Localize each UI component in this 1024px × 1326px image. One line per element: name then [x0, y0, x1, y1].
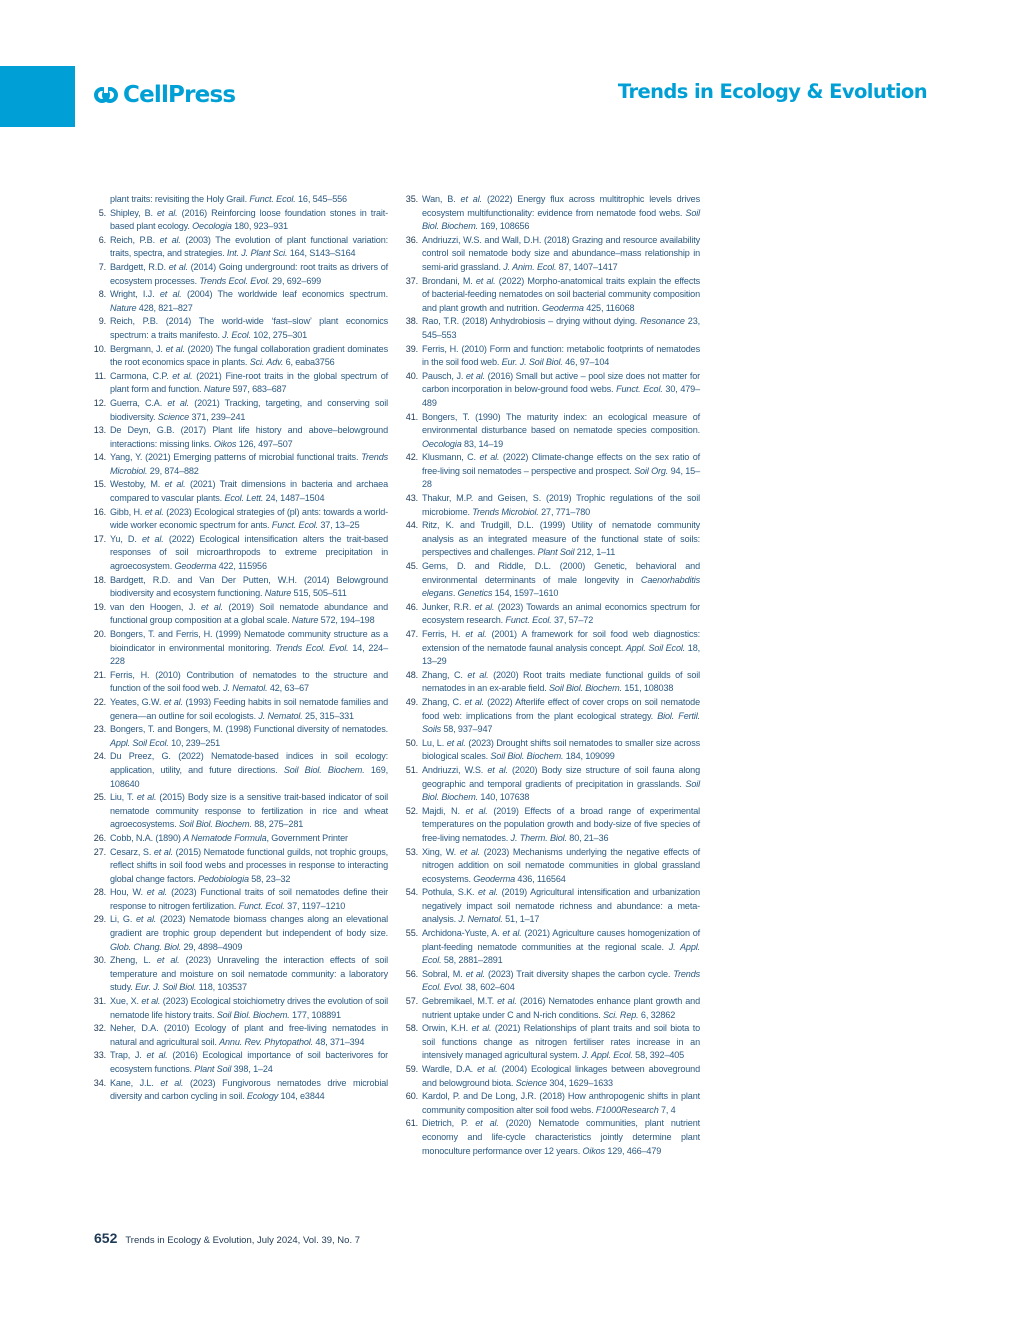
reference-text[interactable]: Reich, P.B. et al. (2003) The evolution of plant functional variation: traits, spectra, and strategies. Int. J. Plant Sci. 164, S143–S164: [110, 234, 388, 259]
reference-item: [405, 370, 700, 411]
reference-text[interactable]: Zhang, C. et al. (2022) Afterlife effect of cover crops on soil nematode food web: implications from the plant ecological strategy. Biol. Fertil. Soils 58, 937–947: [422, 696, 700, 735]
reference-text[interactable]: Yu, D. et al. (2022) Ecological intensification alters the trait-based responses of soil microarthropods to extreme precipitation in agroecosystem. Geoderma 422, 115956: [110, 533, 388, 572]
reference-item: [110, 193, 388, 207]
reference-item: [405, 275, 700, 316]
reference-number: 5.: [98, 207, 106, 218]
reference-number: 41.: [405, 411, 418, 422]
reference-text[interactable]: Pothula, S.K. et al. (2019) Agricultural intensification and urbanization negatively impact soil nematode richness and abundance: a meta-analysis. J. Nematol. 51, 1–17: [422, 887, 700, 925]
reference-number: 40.: [405, 370, 418, 381]
reference-text[interactable]: Wardle, D.A. et al. (2004) Ecological linkages between aboveground and belowground biota. Science 304, 1629–1633: [422, 1064, 700, 1088]
reference-text[interactable]: Gibb, H. et al. (2023) Ecological strategies of (pl) ants: towards a world-wide worker economic spectrum for ants. Funct. Ecol. 37, 13–25: [110, 506, 388, 531]
reference-number: 26.: [93, 832, 106, 843]
reference-item: [405, 234, 700, 275]
reference-number: 37.: [405, 275, 418, 286]
reference-number: 53.: [405, 846, 418, 857]
reference-number: 39.: [405, 343, 418, 354]
reference-text[interactable]: Pausch, J. et al. (2016) Small but active – pool size does not matter for carbon incorporation in below-ground food webs. Funct. Ecol. 30, 479–489: [422, 370, 700, 408]
reference-item: [98, 288, 388, 315]
reference-item: [405, 696, 700, 737]
reference-text[interactable]: Klusmann, C. et al. (2022) Climate-change effects on the sex ratio of free-living soil nematodes – perspective and prospect. Soil Org. 94, 15–28: [422, 452, 700, 490]
reference-text[interactable]: Westoby, M. et al. (2021) Trait dimensions in bacteria and archaea compared to vascular plants. Ecol. Lett. 24, 1487–1504: [110, 479, 389, 504]
reference-text[interactable]: Majdi, N. et al. (2019) Effects of a broad range of experimental temperatures on the population growth and body-size of five species of free-living nematodes. J. Therm. Biol. 80, 21–36: [422, 805, 700, 843]
reference-text[interactable]: Andriuzzi, W.S. and Wall, D.H. (2018) Grazing and resource availability control soil nematode body size and abundance–mass relationship in semi-arid grassland. J. Anim. Ecol. 87, 1407–1417: [422, 234, 700, 272]
reference-item: [93, 424, 388, 451]
reference-number: 57.: [405, 996, 418, 1007]
reference-item: [93, 696, 388, 723]
reference-item: [405, 805, 700, 846]
reference-item: [405, 995, 700, 1022]
reference-number: 59.: [405, 1064, 418, 1074]
reference-item: [93, 343, 388, 370]
reference-item: [405, 737, 700, 764]
reference-text[interactable]: Bongers, T. and Bongers, M. (1998) Functional diversity of nematodes. Appl. Soil Ecol. 10, 239–251: [110, 724, 388, 748]
reference-item: [93, 846, 389, 887]
reference-item: [93, 574, 388, 601]
reference-text[interactable]: plant traits: revisiting the Holy Grail. Funct. Ecol. 16, 545–556: [110, 194, 347, 204]
reference-text[interactable]: Junker, R.R. et al. (2023) Towards an animal economics spectrum for ecosystem research. Funct. Ecol. 37, 57–72: [422, 601, 700, 626]
reference-text[interactable]: Sobral, M. et al. (2023) Trait diversity shapes the carbon cycle. Trends Ecol. Evol. 38, 602–604: [422, 968, 700, 993]
reference-number: 44.: [405, 520, 418, 531]
reference-item: [93, 1049, 388, 1076]
reference-text[interactable]: Zhang, C. et al. (2020) Root traits mediate functional guilds of soil nematodes in an ex-arable field. Soil Biol. Biochem. 151, 108038: [422, 669, 700, 694]
reference-number: 16.: [93, 506, 106, 517]
reference-item: [98, 315, 388, 342]
reference-item: [405, 1117, 700, 1158]
reference-item: [93, 886, 389, 913]
reference-text[interactable]: De Deyn, G.B. (2017) Plant life history and above–belowground interactions: missing links. Oikos 126, 497–507: [110, 425, 388, 449]
reference-item: [93, 397, 388, 424]
journal-title: Trends in Ecology & Evolution: [617, 80, 927, 103]
reference-item: [93, 506, 388, 533]
reference-text[interactable]: Trap, J. et al. (2016) Ecological importance of soil bacterivores for ecosystem functions. Plant Soil 398, 1–24: [110, 1050, 388, 1074]
reference-item: [405, 1090, 700, 1117]
reference-number: 28.: [93, 887, 106, 898]
reference-text[interactable]: Rao, T.R. (2018) Anhydrobiosis – drying without dying. Resonance 23, 545–553: [422, 316, 700, 340]
reference-item: [93, 533, 388, 574]
reference-number: 21.: [93, 669, 106, 680]
reference-item: [98, 207, 388, 234]
reference-item: [405, 193, 700, 234]
reference-number: 48.: [405, 669, 418, 680]
reference-number: 54.: [405, 887, 418, 898]
reference-item: [405, 451, 700, 492]
reference-number: [89, 193, 110, 207]
reference-text[interactable]: Bardgett, R.D. and Van Der Putten, W.H. (2014) Belowground biodiversity and ecosystem functioning. Nature 515, 505–511: [110, 574, 388, 599]
reference-number: 35.: [405, 194, 418, 204]
reference-text[interactable]: Orwin, K.H. et al. (2021) Relationships of plant traits and soil biota to soil functions change as nitrogen fertiliser rates increase in an intensively managed agricultural system. J. Appl. Ecol. 58, 392–405: [422, 1023, 700, 1061]
reference-item: [93, 954, 388, 995]
reference-item: [405, 492, 700, 519]
reference-item: [93, 478, 389, 505]
reference-text[interactable]: Brondani, M. et al. (2022) Morpho-anatomical traits explain the effects of bacterial-feeding nematodes on soil bacterial community composition and plant growth and nutrition. Geoderma 425, 116068: [422, 275, 700, 313]
reference-text[interactable]: Bardgett, R.D. et al. (2014) Going underground: root traits as drivers of ecosystem processes. Trends Ecol. Evol. 29, 692–699: [110, 261, 388, 286]
logo-wordmark: CellPress: [123, 81, 236, 108]
reference-number: 7.: [98, 261, 106, 272]
reference-item: [93, 601, 388, 628]
reference-text[interactable]: Yang, Y. (2021) Emerging patterns of microbial functional traits. Trends Microbiol. 29, 874–882: [110, 452, 388, 476]
reference-text[interactable]: Carmona, C.P. et al. (2021) Fine-root traits in the global spectrum of plant form and function. Nature 597, 683–687: [110, 370, 388, 395]
reference-text[interactable]: Cobb, N.A. (1890) A Nematode Formula, Government Printer: [110, 832, 348, 843]
cellpress-swirl-icon: [93, 82, 119, 108]
reference-text[interactable]: Gems, D. and Riddle, D.L. (2000) Genetic, behavioral and environmental determinants of male longevity in Caenorhabditis elegans. Genetics 154, 1597–1610: [422, 561, 700, 599]
reference-number: 42.: [405, 452, 418, 463]
reference-item: [93, 832, 388, 846]
reference-number: 27.: [93, 846, 106, 857]
reference-item: [93, 669, 388, 696]
reference-text[interactable]: Li, G. et al. (2023) Nematode biomass changes along an elevational gradient are trophic group dependent but independent of body size. Glob. Chang. Biol. 29, 4898–4909: [110, 914, 388, 952]
reference-text[interactable]: Reich, P.B. (2014) The world-wide ‘fast–slow’ plant economics spectrum: a traits manifesto. J. Ecol. 102, 275–301: [110, 316, 388, 340]
reference-text[interactable]: Thakur, M.P. and Geisen, S. (2019) Trophic regulations of the soil microbiome. Trends Microbiol. 27, 771–780: [422, 493, 700, 517]
reference-number: 6.: [98, 234, 106, 245]
reference-text[interactable]: Gebremikael, M.T. et al. (2016) Nematodes enhance plant growth and nutrient uptake under C and N-rich conditions. Sci. Rep. 6, 32862: [422, 996, 700, 1020]
reference-number: 38.: [405, 316, 418, 327]
reference-text[interactable]: Kane, J.L. et al. (2023) Fungivorous nematodes drive microbial diversity and carbon cycling in soil. Ecology 104, e3844: [110, 1077, 388, 1102]
reference-text[interactable]: Wright, I.J. et al. (2004) The worldwide leaf economics spectrum. Nature 428, 821–827: [110, 289, 388, 313]
reference-number: 15.: [93, 479, 106, 490]
reference-item: [405, 601, 700, 628]
reference-text[interactable]: Bongers, T. (1990) The maturity index: an ecological measure of environmental disturbance based on nematode species composition. Oecologia 83, 14–19: [422, 411, 700, 449]
reference-number: 51.: [405, 764, 418, 775]
reference-number: 22.: [93, 696, 106, 707]
reference-number: 58.: [405, 1023, 418, 1034]
reference-text[interactable]: Liu, T. et al. (2015) Body size is a sensitive trait-based indicator of soil nematode community response to fertilization in rice and wheat agroecosystems. Soil Biol. Biochem. 88, 275–281: [110, 792, 388, 830]
reference-item: [405, 927, 700, 968]
reference-number: 19.: [93, 601, 106, 612]
reference-number: 23.: [93, 724, 106, 735]
reference-number: 20.: [93, 629, 106, 639]
reference-item: [93, 750, 388, 791]
references-column-left: [93, 193, 389, 1104]
reference-number: 9.: [98, 316, 106, 327]
reference-text[interactable]: Ferris, H. (2010) Contribution of nematodes to the structure and function of the soil food web. J. Nematol. 42, 63–67: [110, 669, 388, 694]
reference-text[interactable]: Yeates, G.W. et al. (1993) Feeding habits in soil nematode families and genera—an outline for soil ecologists. J. Nematol. 25, 315–331: [110, 696, 388, 721]
reference-item: [93, 723, 388, 750]
reference-item: [405, 968, 700, 995]
reference-item: [405, 411, 700, 452]
reference-number: 60.: [405, 1091, 418, 1102]
reference-item: [93, 995, 388, 1022]
reference-number: 45.: [405, 561, 418, 572]
reference-number: 55.: [405, 928, 418, 939]
reference-number: 34.: [93, 1077, 106, 1088]
reference-item: [93, 913, 388, 954]
reference-number: 52.: [405, 805, 418, 816]
reference-text[interactable]: Xue, X. et al. (2023) Ecological stoichiometry drives the evolution of soil nematode life history traits. Soil Biol. Biochem. 177, 108891: [110, 996, 388, 1020]
reference-item: [405, 560, 700, 601]
reference-item: [93, 791, 388, 832]
journal-citation: Trends in Ecology & Evolution, July 2024, Vol. 39, No. 7: [125, 1235, 361, 1246]
reference-item: [93, 451, 388, 478]
reference-number: 13.: [93, 425, 106, 436]
reference-item: [94, 370, 388, 397]
reference-text[interactable]: Ferris, H. (2010) Form and function: metabolic footprints of nematodes in the soil food web. Eur. J. Soil Biol. 46, 97–104: [422, 343, 700, 368]
reference-item: [405, 1063, 700, 1090]
reference-item: [405, 1022, 700, 1063]
reference-number: 61.: [405, 1118, 418, 1129]
reference-number: 32.: [93, 1023, 106, 1034]
reference-item: [98, 234, 388, 261]
reference-item: [405, 764, 700, 805]
reference-text[interactable]: Shipley, B. et al. (2016) Reinforcing loose foundation stones in trait-based plant ecology. Oecologia 180, 923–931: [110, 207, 388, 232]
reference-number: 14.: [93, 452, 106, 463]
reference-text[interactable]: Bergmann, J. et al. (2020) The fungal collaboration gradient dominates the root economics space in plants. Sci. Adv. 6, eaba3756: [110, 343, 388, 368]
reference-text[interactable]: Guerra, C.A. et al. (2021) Tracking, targeting, and conserving soil biodiversity. Science 371, 239–241: [110, 397, 388, 422]
reference-text[interactable]: Dietrich, P. et al. (2020) Nematode communities, plant nutrient economy and life-cycle characteristics jointly determine plant monoculture performance over 12 years. Oikos 129, 466–479: [422, 1118, 700, 1156]
reference-item: [93, 1077, 388, 1104]
reference-text[interactable]: Xing, W. et al. (2023) Mechanisms underlying the negative effects of nitrogen addition on soil nematode communities in global grassland ecosystems. Geoderma 436, 116564: [422, 846, 700, 884]
reference-number: 36.: [405, 234, 418, 245]
reference-text[interactable]: Andriuzzi, W.S. et al. (2020) Body size structure of soil fauna along geographic and temporal gradients of precipitation in grasslands. Soil Biol. Biochem. 140, 107638: [422, 764, 700, 803]
reference-number: 46.: [405, 601, 418, 612]
reference-text[interactable]: Zheng, L. et al. (2023) Unraveling the interaction effects of soil temperature and moisture on soil nematode community: a laboratory study. Eur. J. Soil Biol. 118, 103537: [110, 955, 388, 993]
reference-text[interactable]: Cesarz, S. et al. (2015) Nematode functional guilds, not trophic groups, reflect shifts in soil food webs and processes in response to interacting global change factors. Pedobiologia 58, 23–32: [110, 846, 389, 884]
reference-number: 47.: [405, 629, 418, 639]
reference-item: [405, 315, 700, 342]
reference-text[interactable]: Ferris, H. et al. (2001) A framework for soil food web diagnostics: extension of the nematode faunal analysis concept. Appl. Soil Ecol. 18, 13–29: [422, 629, 700, 667]
reference-number: 43.: [405, 493, 418, 504]
reference-number: 24.: [93, 751, 106, 762]
reference-text[interactable]: Hou, W. et al. (2023) Functional traits of soil nematodes define their response to nitrogen fertilization. Funct. Ecol. 37, 1197–1210: [110, 887, 389, 911]
reference-item: [93, 1022, 388, 1049]
reference-text[interactable]: Kardol, P. and De Long, J.R. (2018) How anthropogenic shifts in plant community composition alter soil food webs. F1000Research 7, 4: [422, 1091, 700, 1115]
reference-number: 31.: [93, 996, 106, 1007]
reference-item: [405, 886, 700, 927]
reference-item: [93, 628, 388, 669]
reference-number: 18.: [93, 574, 106, 585]
reference-text[interactable]: Neher, D.A. (2010) Ecology of plant and free-living nematodes in natural and agricultural soil. Annu. Rev. Phytopathol. 48, 371–394: [110, 1023, 388, 1047]
reference-number: 50.: [405, 737, 418, 748]
page-number: 652: [94, 1230, 118, 1246]
reference-number: 25.: [93, 792, 106, 803]
header-color-block: [0, 66, 75, 127]
reference-text[interactable]: Du Preez, G. (2022) Nematode-based indices in soil ecology: application, utility, and future directions. Soil Biol. Biochem. 169, 108640: [110, 751, 388, 789]
reference-number: 11.: [94, 370, 106, 381]
reference-text[interactable]: Archidona-Yuste, A. et al. (2021) Agriculture causes homogenization of plant-feeding nematode communities at the regional scale. J. Appl. Ecol. 58, 2881–2891: [422, 928, 700, 966]
reference-number: 10.: [93, 343, 106, 354]
reference-item: [405, 519, 700, 560]
page-footer: [94, 1230, 360, 1246]
reference-number: 17.: [93, 533, 106, 544]
reference-number: 33.: [93, 1050, 106, 1061]
reference-item: [98, 261, 388, 288]
reference-text[interactable]: Wan, B. et al. (2022) Energy flux across multitrophic levels drives ecosystem multifunctionality: evidence from nematode food webs. Soil Biol. Biochem. 169, 108656: [422, 194, 700, 232]
reference-item: [405, 846, 700, 887]
reference-item: [405, 343, 700, 370]
reference-item: [405, 628, 700, 669]
reference-number: 12.: [93, 397, 106, 408]
reference-number: 29.: [93, 914, 106, 925]
reference-text[interactable]: van den Hoogen, J. et al. (2019) Soil nematode abundance and functional group composition at a global scale. Nature 572, 194–198: [110, 601, 388, 626]
reference-text[interactable]: Lu, L. et al. (2023) Drought shifts soil nematodes to smaller size across biological scales. Soil Biol. Biochem. 184, 109099: [422, 737, 700, 762]
cellpress-logo[interactable]: [93, 78, 235, 112]
reference-number: 30.: [93, 955, 106, 966]
reference-item: [405, 669, 700, 696]
reference-number: 8.: [98, 289, 106, 300]
references-column-right: [405, 193, 700, 1158]
reference-number: 49.: [405, 696, 418, 707]
reference-number: 56.: [405, 968, 418, 979]
reference-text[interactable]: Bongers, T. and Ferris, H. (1999) Nematode community structure as a bioindicator in environmental monitoring. Trends Ecol. Evol. 14, 224–228: [110, 629, 388, 667]
reference-text[interactable]: Ritz, K. and Trudgill, D.L. (1999) Utility of nematode community analysis as an integrated measure of the functional state of soils: perspectives and challenges. Plant Soil 212, 1–11: [422, 520, 700, 558]
